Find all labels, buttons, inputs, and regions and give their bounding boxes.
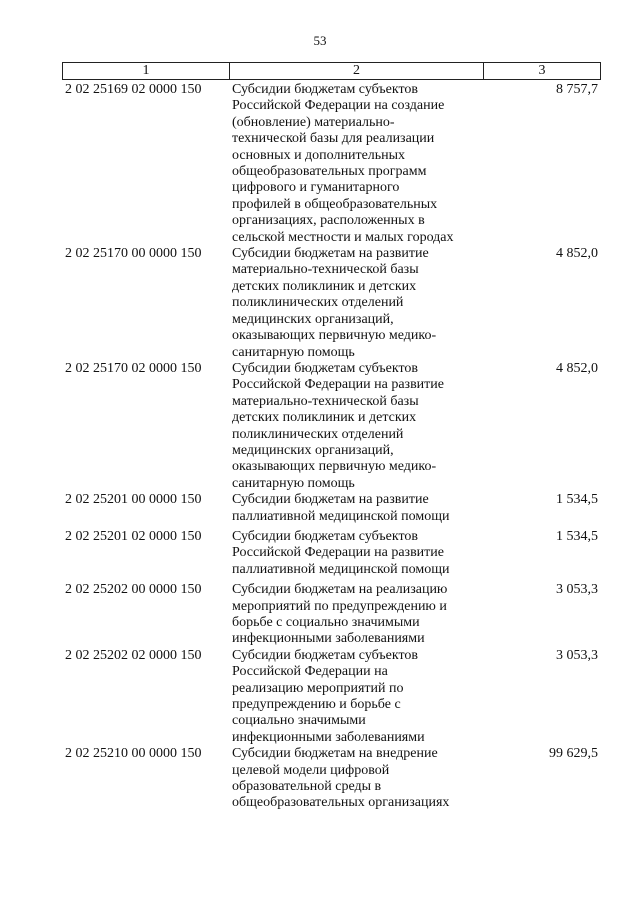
description-line: (обновление) материально- bbox=[232, 114, 395, 130]
description-line: технической базы для реализации bbox=[232, 131, 435, 147]
table-row bbox=[62, 246, 601, 361]
table-body bbox=[62, 82, 601, 812]
description-line: санитарную помощь bbox=[232, 475, 355, 491]
description-line: материально-технической базы bbox=[232, 262, 419, 278]
description-line: Российской Федерации на развитие bbox=[232, 545, 444, 561]
description-line: оказывающих первичную медико- bbox=[232, 459, 437, 475]
description-line: Российской Федерации на развитие bbox=[232, 377, 444, 393]
description-line: образовательной среды в bbox=[232, 779, 382, 795]
description-line: Субсидии бюджетам на внедрение bbox=[232, 746, 438, 762]
description-line: паллиативной медицинской помощи bbox=[232, 561, 450, 577]
row-amount: 1 534,5 bbox=[556, 528, 598, 544]
description-line: цифрового и гуманитарного bbox=[232, 180, 400, 196]
description-line: инфекционными заболеваниями bbox=[232, 729, 425, 745]
header-col-1: 1 bbox=[63, 63, 230, 79]
description-line: медицинских организаций, bbox=[232, 442, 394, 458]
row-amount: 3 053,3 bbox=[556, 582, 598, 598]
row-description bbox=[232, 361, 492, 492]
row-amount: 4 852,0 bbox=[556, 246, 598, 262]
description-line: профилей в общеобразовательных bbox=[232, 196, 438, 212]
description-line: медицинских организаций, bbox=[232, 311, 394, 327]
description-line: сельской местности и малых городах bbox=[232, 229, 454, 245]
description-line: Субсидии бюджетам субъектов bbox=[232, 647, 419, 663]
row-description bbox=[232, 746, 492, 812]
description-line: паллиативной медицинской помощи bbox=[232, 508, 450, 524]
description-line: Субсидии бюджетам субъектов bbox=[232, 360, 419, 376]
table-row bbox=[62, 529, 601, 578]
row-description bbox=[232, 492, 492, 525]
description-line: общеобразовательных организациях bbox=[232, 795, 450, 811]
row-amount: 8 757,7 bbox=[556, 82, 598, 97]
description-line: поликлинических отделений bbox=[232, 426, 404, 442]
row-code: 2 02 25170 02 0000 150 bbox=[65, 360, 202, 376]
row-description bbox=[232, 648, 492, 746]
table-row bbox=[62, 492, 601, 525]
row-amount: 1 534,5 bbox=[556, 492, 598, 508]
row-amount: 4 852,0 bbox=[556, 360, 598, 376]
description-line: общеобразовательных программ bbox=[232, 164, 427, 180]
row-description bbox=[232, 529, 492, 578]
row-code: 2 02 25201 00 0000 150 bbox=[65, 492, 202, 508]
row-code: 2 02 25170 00 0000 150 bbox=[65, 246, 202, 262]
row-description bbox=[232, 582, 492, 648]
description-line: реализацию мероприятий по bbox=[232, 680, 404, 696]
row-description bbox=[232, 246, 492, 361]
description-line: организациях, расположенных в bbox=[232, 213, 425, 229]
description-line: борьбе с социально значимыми bbox=[232, 615, 420, 630]
description-line: Субсидии бюджетам субъектов bbox=[232, 82, 419, 97]
description-line: основных и дополнительных bbox=[232, 147, 406, 163]
table-row bbox=[62, 648, 601, 746]
description-line: санитарную помощь bbox=[232, 344, 355, 360]
row-code: 2 02 25202 02 0000 150 bbox=[65, 647, 202, 663]
description-line: Субсидии бюджетам субъектов bbox=[232, 528, 419, 544]
description-line: Субсидии бюджетам на развитие bbox=[232, 492, 429, 508]
row-amount: 99 629,5 bbox=[549, 746, 598, 762]
description-line: детских поликлиник и детских bbox=[232, 410, 417, 426]
table-header bbox=[62, 62, 601, 80]
description-line: Субсидии бюджетам на развитие bbox=[232, 246, 429, 262]
description-line: социально значимыми bbox=[232, 713, 366, 729]
description-line: предупреждению и борьбе с bbox=[232, 697, 401, 713]
row-description bbox=[232, 82, 492, 246]
description-line: мероприятий по предупреждению и bbox=[232, 598, 447, 614]
description-line: детских поликлиник и детских bbox=[232, 278, 417, 294]
row-code: 2 02 25169 02 0000 150 bbox=[65, 82, 202, 97]
description-line: оказывающих первичную медико- bbox=[232, 328, 437, 344]
table-row bbox=[62, 746, 601, 812]
page-number: 53 bbox=[313, 33, 327, 48]
header-col-2: 2 bbox=[230, 63, 484, 79]
table-row bbox=[62, 82, 601, 246]
row-code: 2 02 25201 02 0000 150 bbox=[65, 528, 202, 544]
table-row bbox=[62, 361, 601, 492]
description-line: Российской Федерации на создание bbox=[232, 98, 445, 114]
description-line: Российской Федерации на bbox=[232, 664, 388, 680]
description-line: Субсидии бюджетам на реализацию bbox=[232, 582, 448, 598]
row-code: 2 02 25210 00 0000 150 bbox=[65, 746, 202, 762]
header-col-3: 3 bbox=[538, 63, 546, 78]
table-row bbox=[62, 582, 601, 648]
description-line: материально-технической базы bbox=[232, 393, 419, 409]
row-code: 2 02 25202 00 0000 150 bbox=[65, 582, 202, 598]
description-line: поликлинических отделений bbox=[232, 295, 404, 311]
description-line: целевой модели цифровой bbox=[232, 762, 390, 778]
description-line: инфекционными заболеваниями bbox=[232, 631, 425, 647]
row-amount: 3 053,3 bbox=[556, 647, 598, 663]
